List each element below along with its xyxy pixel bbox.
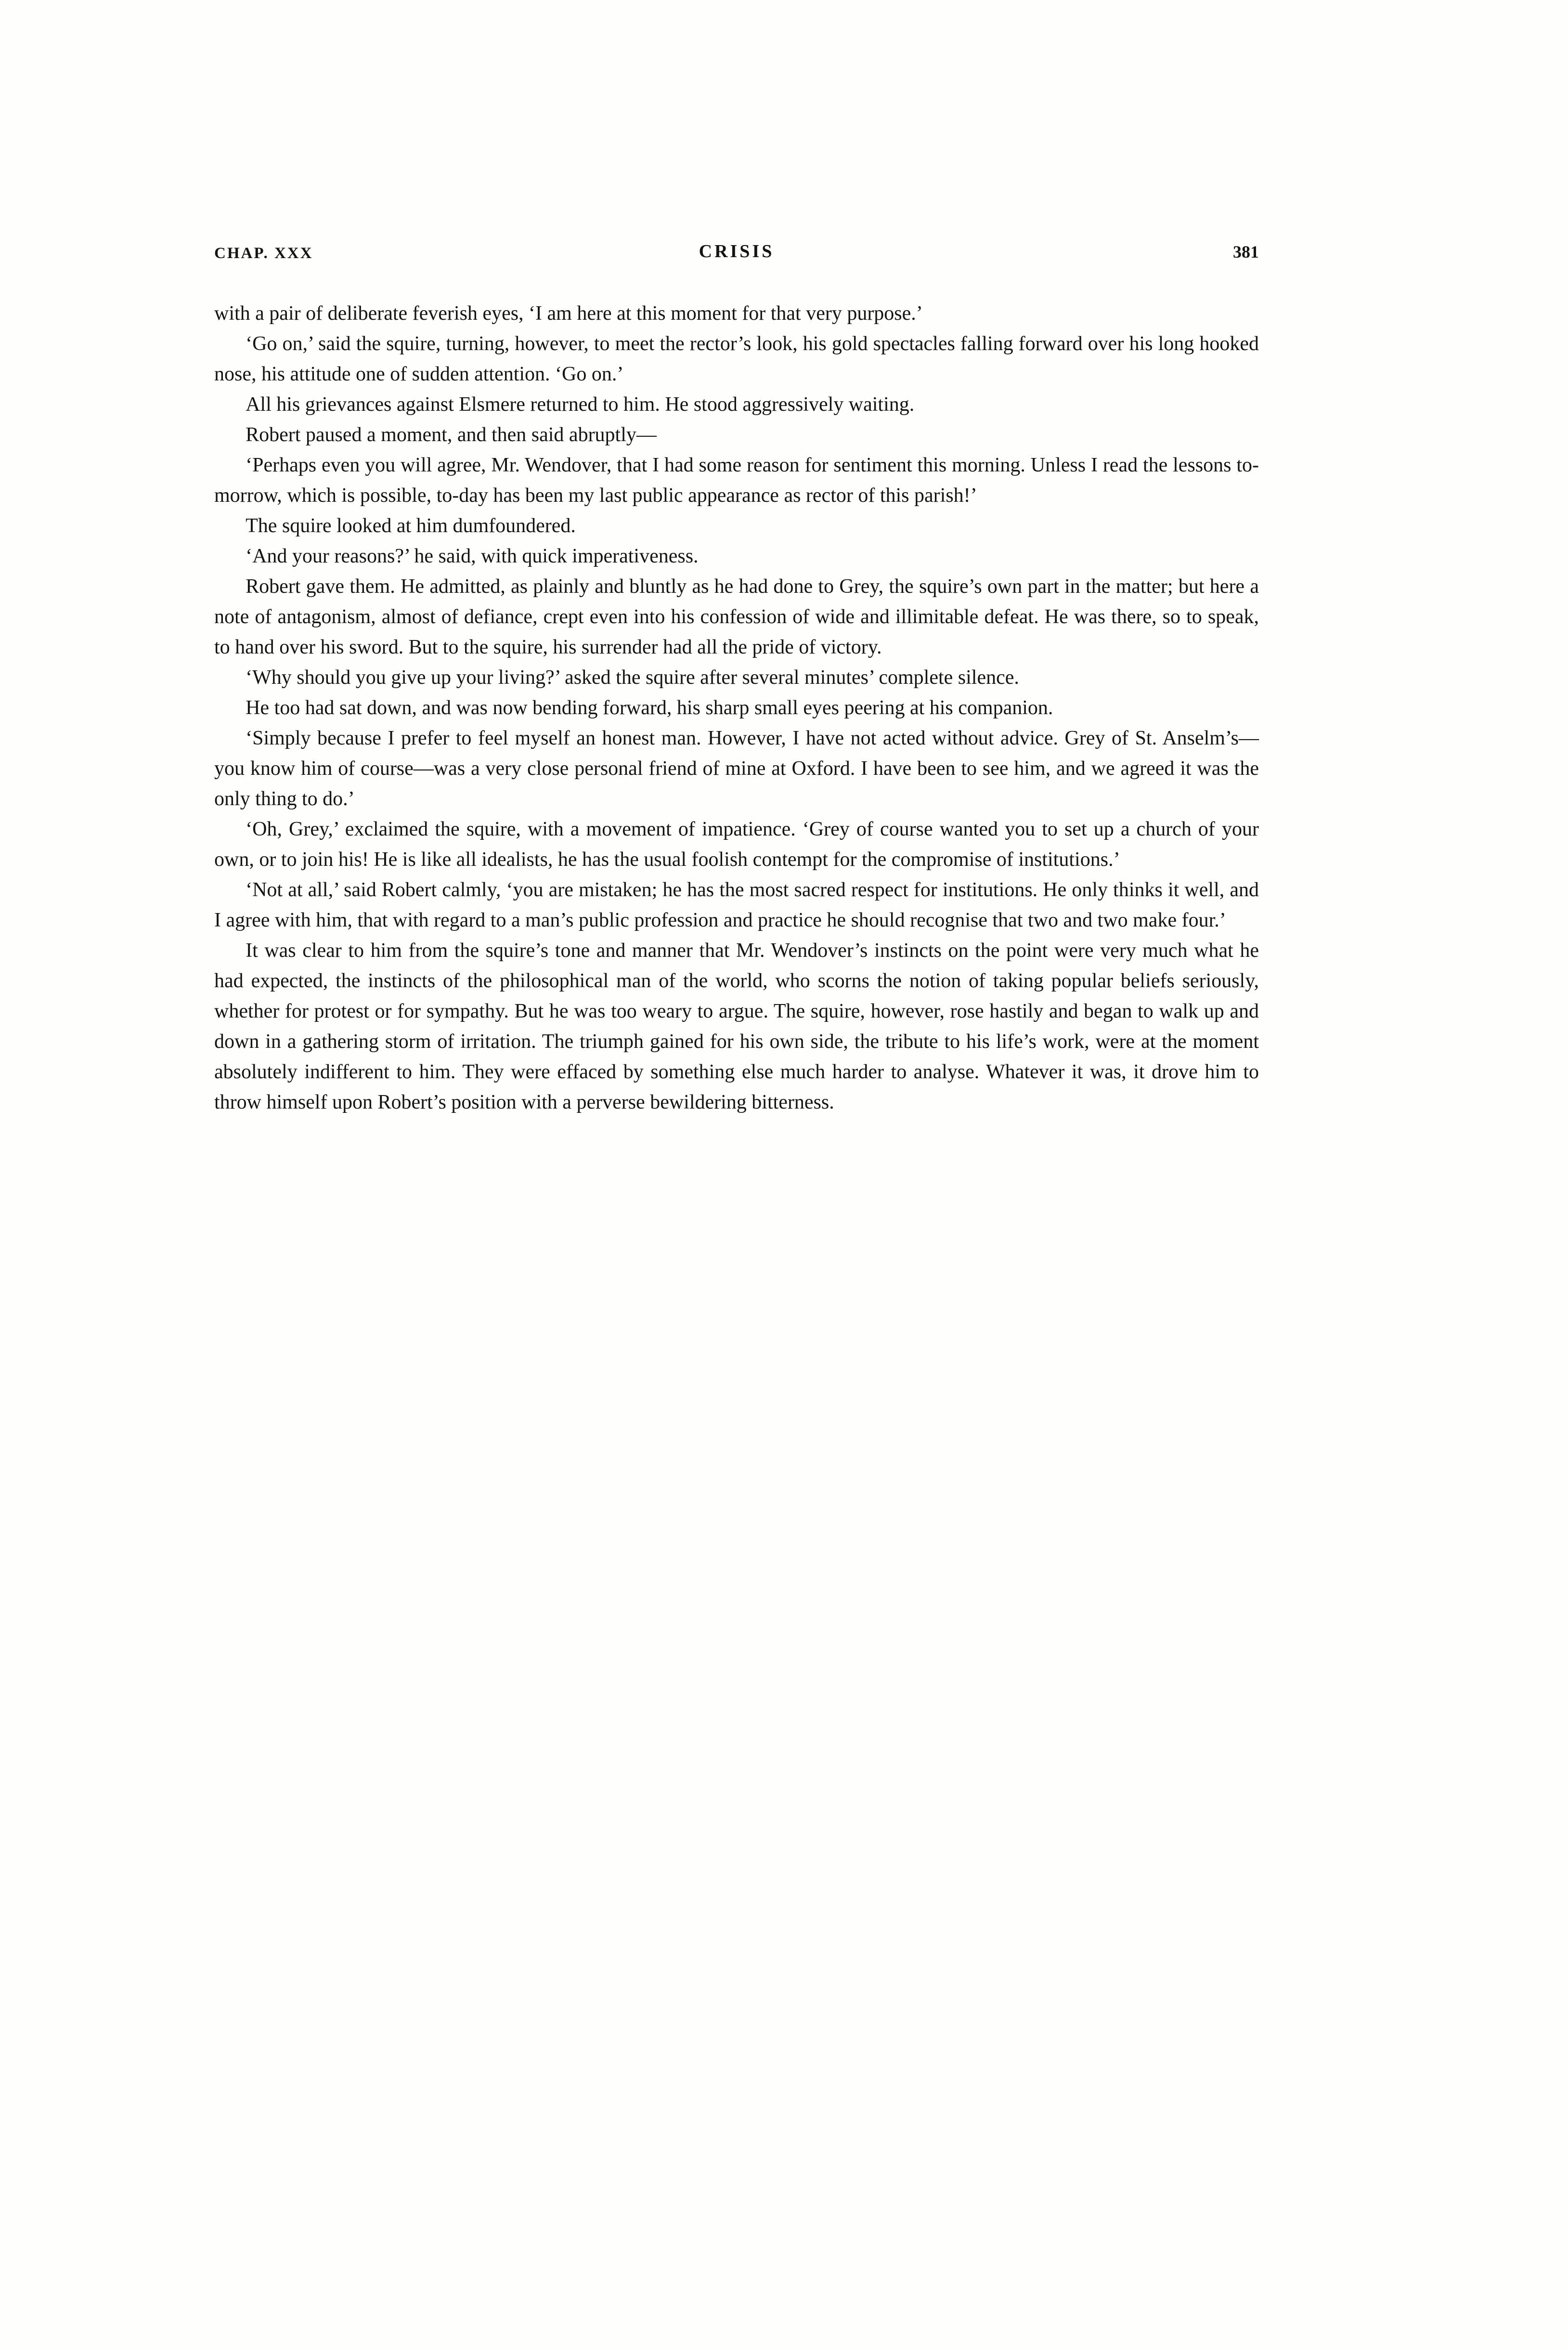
running-head (214, 241, 1259, 270)
paragraph: All his grievances against Elsmere returned to him. He stood aggressively waiting. (246, 393, 915, 416)
paragraph: with a pair of deliberate feverish eyes, ‘I am here at this moment for that very purpose.’ (214, 302, 923, 325)
paragraph: ‘Why should you give up your living?’ asked the squire after several minutes’ complete silence. (246, 666, 1019, 689)
page-title: CRISIS (699, 241, 775, 261)
text-body (214, 299, 1259, 1118)
page-number: 381 (1233, 242, 1259, 261)
paragraph: The squire looked at him dumfoundered. (246, 515, 576, 537)
paragraph: It was clear to him from the squire’s tone and manner that Mr. Wendover’s instincts on the point were very much what he had expected, the instincts of the philosophical man of the world, who scorns the notion of taking popular beliefs seriously, whether for protest or for sympathy. But he was too weary to argue. The squire, however, rose hastily and began to walk up and down in a gathering storm of irritation. The triumph gained for his own side, the tribute to his life’s work, were at the moment absolutely indifferent to him. They were effaced by something else much harder to analyse. Whatever it was, it drove him to throw himself upon Robert’s position with a perverse bewildering bitterness. (214, 940, 1259, 1113)
paragraph: ‘Not at all,’ said Robert calmly, ‘you are mistaken; he has the most sacred respect for institutions. He only thinks it well, and I agree with him, that with regard to a man’s public profession and practice he should recognise that two and two make four.’ (214, 879, 1259, 931)
paragraph: Robert gave them. He admitted, as plainly and bluntly as he had done to Grey, the squire’s own part in the matter; but here a note of antagonism, almost of defiance, crept even into his confession of wide and illimitable defeat. He was there, so to speak, to hand over his sword. But to the squire, his surrender had all the pride of victory. (214, 575, 1259, 658)
paragraph: ‘Perhaps even you will agree, Mr. Wendover, that I had some reason for sentiment this morning. Unless I read the lessons to-morrow, which is possible, to-day has been my last public appearance as rector of this parish!’ (214, 454, 1259, 507)
paragraph: Robert paused a moment, and then said abruptly— (246, 424, 657, 446)
paragraph: ‘Simply because I prefer to feel myself an honest man. However, I have not acted without advice. Grey of St. Anselm’s—you know him of course—was a very close personal friend of mine at Oxford. I have been to see him, and we agreed it was the only thing to do.’ (214, 727, 1259, 810)
chapter-label: CHAP. XXX (214, 245, 313, 262)
paragraph: ‘Oh, Grey,’ exclaimed the squire, with a movement of impatience. ‘Grey of course wanted you to set up a church of your own, or to join his! He is like all idealists, he has the usual foolish contempt for the compromise of institutions.’ (214, 818, 1259, 871)
paragraph: He too had sat down, and was now bending forward, his sharp small eyes peering at his companion. (246, 697, 1053, 719)
paragraph: ‘And your reasons?’ he said, with quick imperativeness. (246, 545, 699, 567)
paragraph: ‘Go on,’ said the squire, turning, however, to meet the rector’s look, his gold spectacles falling forward over his long hooked nose, his attitude one of sudden attention. ‘Go on.’ (214, 333, 1259, 385)
page-content (214, 241, 1259, 1118)
